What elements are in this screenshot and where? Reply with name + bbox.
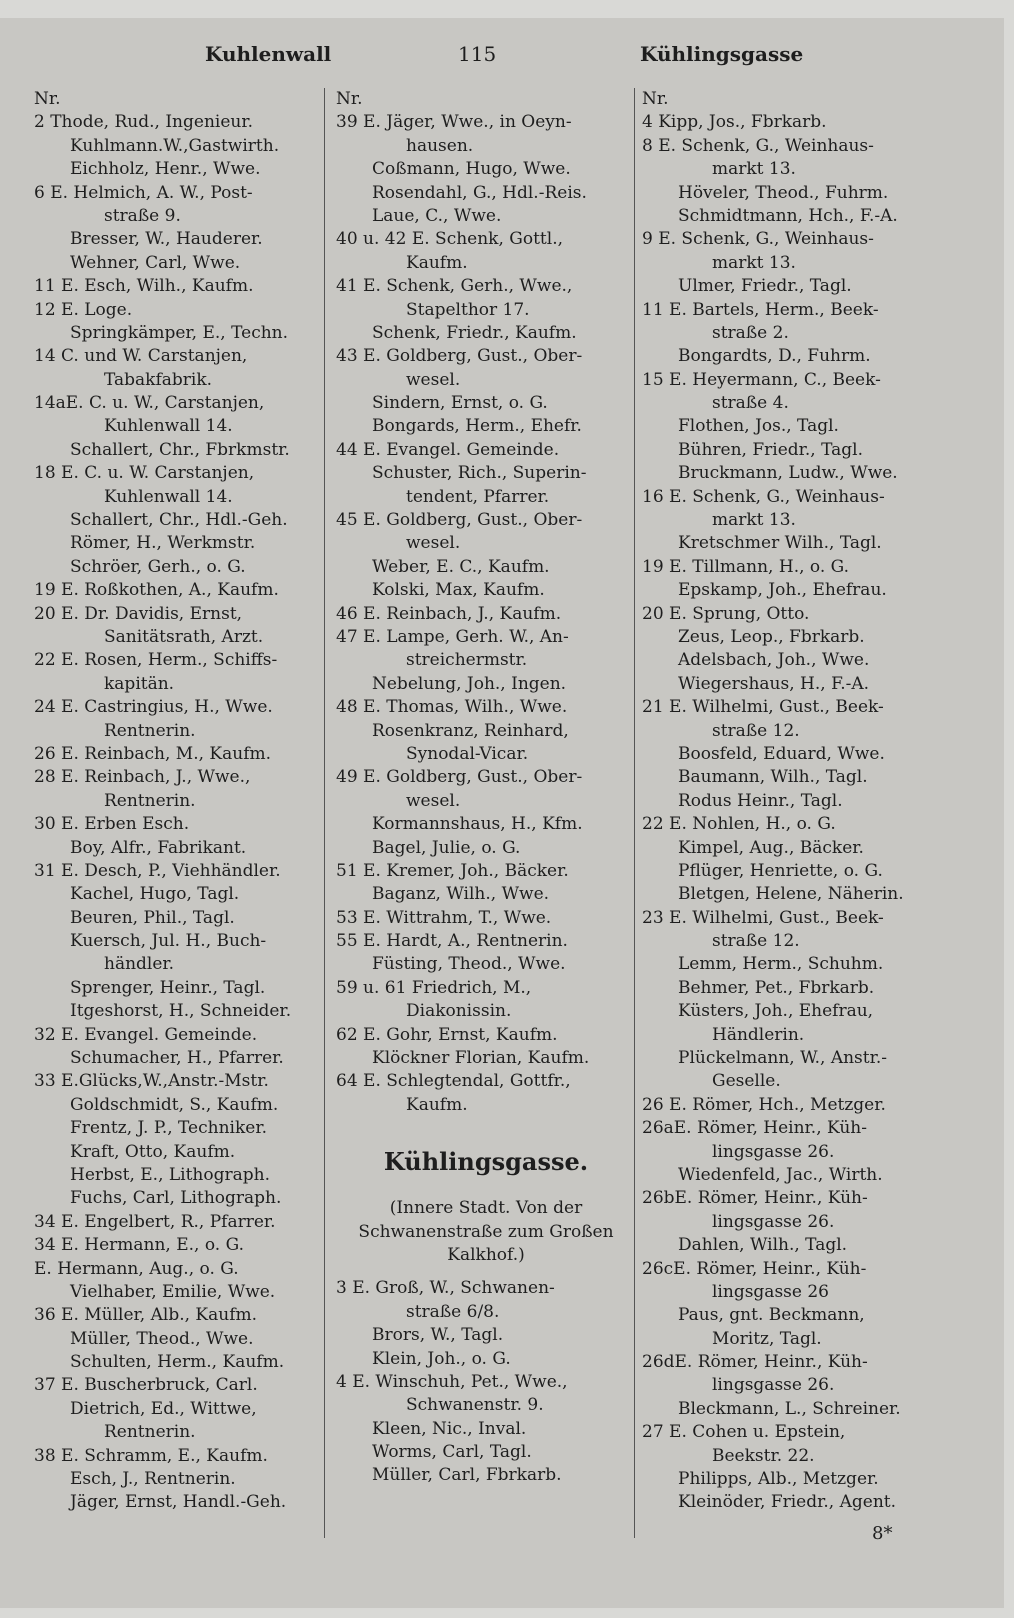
directory-line: wesel. <box>406 790 461 811</box>
directory-line: Bleckmann, L., Schreiner. <box>678 1398 901 1419</box>
directory-line: Baganz, Wilh., Wwe. <box>372 884 550 905</box>
directory-line: Nebelung, Joh., Ingen. <box>372 673 567 694</box>
directory-line: 34 E. Engelbert, R., Pfarrer. <box>34 1211 276 1232</box>
directory-line: 44 E. Evangel. Gemeinde. <box>336 439 560 460</box>
section-description <box>336 1197 636 1267</box>
directory-line: Pflüger, Henriette, o. G. <box>678 860 883 881</box>
directory-line: wesel. <box>406 369 461 390</box>
directory-line: händler. <box>104 954 175 975</box>
directory-line: 53 E. Wittrahm, T., Wwe. <box>336 907 552 928</box>
directory-line: Laue, C., Wwe. <box>372 205 502 226</box>
section-title: Kühlingsgasse. <box>383 1147 589 1177</box>
directory-line: 6 E. Helmich, A. W., Post- <box>34 182 253 203</box>
directory-line: straße 9. <box>104 205 181 226</box>
directory-line: Dietrich, Ed., Wittwe, <box>70 1398 257 1419</box>
directory-line: Bletgen, Helene, Näherin. <box>678 884 904 905</box>
directory-line: 27 E. Cohen u. Epstein, <box>642 1422 846 1443</box>
directory-line: Schulten, Herm., Kaufm. <box>70 1352 285 1373</box>
directory-line: Nr. <box>34 89 61 109</box>
directory-line: 36 E. Müller, Alb., Kaufm. <box>34 1305 258 1326</box>
directory-line: lingsgasse 26. <box>712 1375 835 1396</box>
directory-line: 40 u. 42 E. Schenk, Gottl., <box>336 229 564 250</box>
directory-line: Bühren, Friedr., Tagl. <box>678 439 863 460</box>
directory-line: Rodus Heinr., Tagl. <box>678 790 843 811</box>
column-left <box>34 88 344 1515</box>
directory-line: Ulmer, Friedr., Tagl. <box>678 276 852 297</box>
directory-line: 26 E. Römer, Hch., Metzger. <box>642 1094 886 1115</box>
column-right <box>642 88 942 1515</box>
directory-line: Kimpel, Aug., Bäcker. <box>678 837 864 858</box>
directory-line: 37 E. Buscherbruck, Carl. <box>34 1375 258 1396</box>
header-left-street: Kuhlenwall <box>205 42 332 66</box>
directory-line: Kleinöder, Friedr., Agent. <box>678 1492 897 1513</box>
directory-line: Sprenger, Heinr., Tagl. <box>70 977 266 998</box>
directory-line: Boosfeld, Eduard, Wwe. <box>678 743 885 764</box>
directory-line: Geselle. <box>712 1071 781 1092</box>
directory-line: 46 E. Reinbach, J., Kaufm. <box>336 603 562 624</box>
directory-line: Klein, Joh., o. G. <box>372 1348 511 1369</box>
directory-line: 23 E. Wilhelmi, Gust., Beek- <box>642 907 884 928</box>
directory-line: 26bE. Römer, Heinr., Küh- <box>642 1188 868 1209</box>
directory-line: markt 13. <box>712 252 796 273</box>
directory-line: Wehner, Carl, Wwe. <box>70 252 241 273</box>
directory-line: Kaufm. <box>406 1094 468 1115</box>
directory-line: 14aE. C. u. W., Carstanjen, <box>34 393 265 414</box>
directory-line: 64 E. Schlegtendal, Gottfr., <box>336 1071 571 1092</box>
page-header <box>0 42 1004 74</box>
directory-line: Springkämper, E., Techn. <box>70 322 289 343</box>
directory-line: 41 E. Schenk, Gerh., Wwe., <box>336 276 573 297</box>
section-desc-line: (Innere Stadt. Von der <box>389 1198 583 1219</box>
directory-line: Vielhaber, Emilie, Wwe. <box>70 1281 276 1302</box>
directory-line: Itgeshorst, H., Schneider. <box>70 1001 292 1022</box>
directory-line: 26cE. Römer, Heinr., Küh- <box>642 1258 867 1279</box>
directory-line: Dahlen, Wilh., Tagl. <box>678 1235 848 1256</box>
directory-line: Baumann, Wilh., Tagl. <box>678 767 868 788</box>
directory-line: Klöckner Florian, Kaufm. <box>372 1048 590 1069</box>
directory-line: 45 E. Goldberg, Gust., Ober- <box>336 510 583 531</box>
directory-line: 11 E. Esch, Wilh., Kaufm. <box>34 276 254 297</box>
directory-line: 26dE. Römer, Heinr., Küh- <box>642 1352 868 1373</box>
directory-line: 4 E. Winschuh, Pet., Wwe., <box>336 1371 568 1392</box>
directory-line: Plückelmann, W., Anstr.- <box>678 1048 888 1069</box>
signature-mark: 8* <box>872 1523 893 1544</box>
directory-line: Bruckmann, Ludw., Wwe. <box>678 463 898 484</box>
directory-line: lingsgasse 26. <box>712 1211 835 1232</box>
directory-line: Küsters, Joh., Ehefrau, <box>678 1001 874 1022</box>
directory-line: Schwanenstr. 9. <box>406 1395 544 1416</box>
directory-line: Eichholz, Henr., Wwe. <box>70 159 261 180</box>
directory-line: Moritz, Tagl. <box>712 1328 822 1349</box>
directory-line: Schallert, Chr., Hdl.-Geh. <box>70 510 288 531</box>
directory-line: 33 E.Glücks,W.,Anstr.-Mstr. <box>34 1071 269 1092</box>
page-number: 115 <box>458 42 497 66</box>
directory-line: Müller, Carl, Fbrkarb. <box>372 1465 562 1486</box>
directory-line: kapitän. <box>104 673 175 694</box>
directory-line: Coßmann, Hugo, Wwe. <box>372 159 571 180</box>
directory-line: streichermstr. <box>406 650 528 671</box>
directory-line: Flothen, Jos., Tagl. <box>678 416 839 437</box>
directory-line: Diakonissin. <box>406 1001 512 1022</box>
directory-line: 22 E. Nohlen, H., o. G. <box>642 814 836 835</box>
directory-line: Tabakfabrik. <box>104 369 213 390</box>
directory-line: 55 E. Hardt, A., Rentnerin. <box>336 931 568 952</box>
directory-line: Schallert, Chr., Fbrkmstr. <box>70 439 290 460</box>
directory-line: Schenk, Friedr., Kaufm. <box>372 322 577 343</box>
directory-line: 31 E. Desch, P., Viehhändler. <box>34 860 281 881</box>
header-right-street: Kühlingsgasse <box>640 42 804 66</box>
directory-line: Kuhlenwall 14. <box>104 486 233 507</box>
directory-line: Synodal-Vicar. <box>406 743 529 764</box>
directory-line: Schuster, Rich., Superin- <box>372 463 587 484</box>
directory-line: 20 E. Dr. Davidis, Ernst, <box>34 603 243 624</box>
directory-line: Worms, Carl, Tagl. <box>372 1442 532 1463</box>
directory-line: 32 E. Evangel. Gemeinde. <box>34 1024 258 1045</box>
directory-line: Beekstr. 22. <box>712 1445 815 1466</box>
directory-line: Kretschmer Wilh., Tagl. <box>678 533 882 554</box>
directory-line: Kolski, Max, Kaufm. <box>372 580 545 601</box>
directory-line: tendent, Pfarrer. <box>406 486 550 507</box>
directory-line: 59 u. 61 Friedrich, M., <box>336 977 532 998</box>
directory-line: Kuhlmann.W.,Gastwirth. <box>70 135 280 156</box>
directory-line: Lemm, Herm., Schuhm. <box>678 954 884 975</box>
directory-line: Schumacher, H., Pfarrer. <box>70 1048 284 1069</box>
directory-line: 9 E. Schenk, G., Weinhaus- <box>642 229 874 250</box>
section-desc-line: Kalkhof.) <box>447 1244 525 1265</box>
directory-line: Sindern, Ernst, o. G. <box>372 393 548 414</box>
directory-line: Rentnerin. <box>104 720 196 741</box>
directory-line: Kachel, Hugo, Tagl. <box>70 884 240 905</box>
directory-line: Füsting, Theod., Wwe. <box>372 954 566 975</box>
directory-line: markt 13. <box>712 159 796 180</box>
directory-line: Kaufm. <box>406 252 468 273</box>
directory-line: Müller, Theod., Wwe. <box>70 1328 254 1349</box>
directory-line: straße 4. <box>712 393 789 414</box>
directory-line: Schröer, Gerh., o. G. <box>70 556 246 577</box>
directory-line: 30 E. Erben Esch. <box>34 814 190 835</box>
directory-line: Herbst, E., Lithograph. <box>70 1164 270 1185</box>
directory-line: Sanitätsrath, Arzt. <box>104 626 264 647</box>
directory-line: Kraft, Otto, Kaufm. <box>70 1141 236 1162</box>
directory-line: Bongards, Herm., Ehefr. <box>372 416 582 437</box>
directory-line: Rosenkranz, Reinhard, <box>372 720 569 741</box>
directory-line: 47 E. Lampe, Gerh. W., An- <box>336 626 569 647</box>
directory-line: 62 E. Gohr, Ernst, Kaufm. <box>336 1024 558 1045</box>
directory-line: straße 6/8. <box>406 1301 500 1322</box>
directory-line: 2 Thode, Rud., Ingenieur. <box>34 112 253 133</box>
directory-line: 20 E. Sprung, Otto. <box>642 603 810 624</box>
directory-line: 38 E. Schramm, E., Kaufm. <box>34 1445 268 1466</box>
directory-line: E. Hermann, Aug., o. G. <box>34 1258 239 1279</box>
directory-line: 14 C. und W. Carstanjen, <box>34 346 248 367</box>
directory-line: Frentz, J. P., Techniker. <box>70 1118 267 1139</box>
directory-line: straße 12. <box>712 720 800 741</box>
directory-line: 49 E. Goldberg, Gust., Ober- <box>336 767 583 788</box>
directory-line: 21 E. Wilhelmi, Gust., Beek- <box>642 697 884 718</box>
directory-line: 26 E. Reinbach, M., Kaufm. <box>34 743 272 764</box>
directory-line: 11 E. Bartels, Herm., Beek- <box>642 299 879 320</box>
directory-line: Behmer, Pet., Fbrkarb. <box>678 977 875 998</box>
directory-page <box>0 18 1004 1608</box>
directory-line: Bagel, Julie, o. G. <box>372 837 521 858</box>
directory-line: Kormannshaus, H., Kfm. <box>372 814 583 835</box>
directory-line: Wiedenfeld, Jac., Wirth. <box>678 1164 883 1185</box>
directory-line: Rosendahl, G., Hdl.-Reis. <box>372 182 587 203</box>
directory-line: Stapelthor 17. <box>406 299 530 320</box>
directory-line: Adelsbach, Joh., Wwe. <box>678 650 870 671</box>
directory-line: 51 E. Kremer, Joh., Bäcker. <box>336 860 569 881</box>
middle-entries-top <box>336 88 636 1117</box>
directory-line: 43 E. Goldberg, Gust., Ober- <box>336 346 583 367</box>
column-middle <box>336 88 636 1488</box>
directory-line: 19 E. Tillmann, H., o. G. <box>642 556 850 577</box>
directory-line: 34 E. Hermann, E., o. G. <box>34 1235 244 1256</box>
directory-line: 15 E. Heyermann, C., Beek- <box>642 369 881 390</box>
directory-line: Fuchs, Carl, Lithograph. <box>70 1188 282 1209</box>
directory-line: wesel. <box>406 533 461 554</box>
directory-line: Goldschmidt, S., Kaufm. <box>70 1094 279 1115</box>
directory-line: Wiegershaus, H., F.-A. <box>678 673 870 694</box>
directory-line: Rentnerin. <box>104 790 196 811</box>
directory-line: Bresser, W., Hauderer. <box>70 229 263 250</box>
directory-line: 26aE. Römer, Heinr., Küh- <box>642 1118 867 1139</box>
directory-line: Nr. <box>642 89 669 109</box>
directory-line: Esch, J., Rentnerin. <box>70 1469 236 1490</box>
directory-line: Epskamp, Joh., Ehefrau. <box>678 580 887 601</box>
directory-line: Kuersch, Jul. H., Buch- <box>70 931 267 952</box>
directory-line: 4 Kipp, Jos., Fbrkarb. <box>642 112 827 133</box>
directory-line: Boy, Alfr., Fabrikant. <box>70 837 247 858</box>
directory-line: markt 13. <box>712 510 796 531</box>
directory-line: straße 12. <box>712 931 800 952</box>
section-desc-line: Schwanenstraße zum Großen <box>358 1221 614 1242</box>
middle-entries-bottom <box>336 1277 636 1488</box>
directory-line: 18 E. C. u. W. Carstanjen, <box>34 463 255 484</box>
directory-line: Kuhlenwall 14. <box>104 416 233 437</box>
directory-line: Rentnerin. <box>104 1422 196 1443</box>
directory-line: 48 E. Thomas, Wilh., Wwe. <box>336 697 568 718</box>
directory-line: 8 E. Schenk, G., Weinhaus- <box>642 135 874 156</box>
directory-line: hausen. <box>406 135 474 156</box>
directory-line: lingsgasse 26. <box>712 1141 835 1162</box>
directory-line: Kleen, Nic., Inval. <box>372 1418 527 1439</box>
directory-line: Zeus, Leop., Fbrkarb. <box>678 626 865 647</box>
directory-line: 28 E. Reinbach, J., Wwe., <box>34 767 251 788</box>
directory-line: Römer, H., Werkmstr. <box>70 533 256 554</box>
directory-line: Bongardts, D., Fuhrm. <box>678 346 871 367</box>
directory-line: Schmidtmann, Hch., F.-A. <box>678 205 898 226</box>
directory-line: 12 E. Loge. <box>34 299 133 320</box>
directory-line: Jäger, Ernst, Handl.-Geh. <box>70 1492 287 1513</box>
directory-line: straße 2. <box>712 322 789 343</box>
directory-line: 16 E. Schenk, G., Weinhaus- <box>642 486 885 507</box>
directory-line: Weber, E. C., Kaufm. <box>372 556 550 577</box>
directory-line: 19 E. Roßkothen, A., Kaufm. <box>34 580 279 601</box>
directory-line: Paus, gnt. Beckmann, <box>678 1305 865 1326</box>
directory-line: 3 E. Groß, W., Schwanen- <box>336 1278 555 1299</box>
directory-line: Philipps, Alb., Metzger. <box>678 1469 879 1490</box>
directory-line: Händlerin. <box>712 1024 805 1045</box>
directory-line: 39 E. Jäger, Wwe., in Oeyn- <box>336 112 572 133</box>
directory-line: 24 E. Castringius, H., Wwe. <box>34 697 273 718</box>
directory-line: 22 E. Rosen, Herm., Schiffs- <box>34 650 278 671</box>
directory-line: lingsgasse 26 <box>712 1281 829 1302</box>
directory-line: Nr. <box>336 89 363 109</box>
directory-line: Beuren, Phil., Tagl. <box>70 907 235 928</box>
directory-line: Höveler, Theod., Fuhrm. <box>678 182 889 203</box>
directory-line: Brors, W., Tagl. <box>372 1325 504 1346</box>
